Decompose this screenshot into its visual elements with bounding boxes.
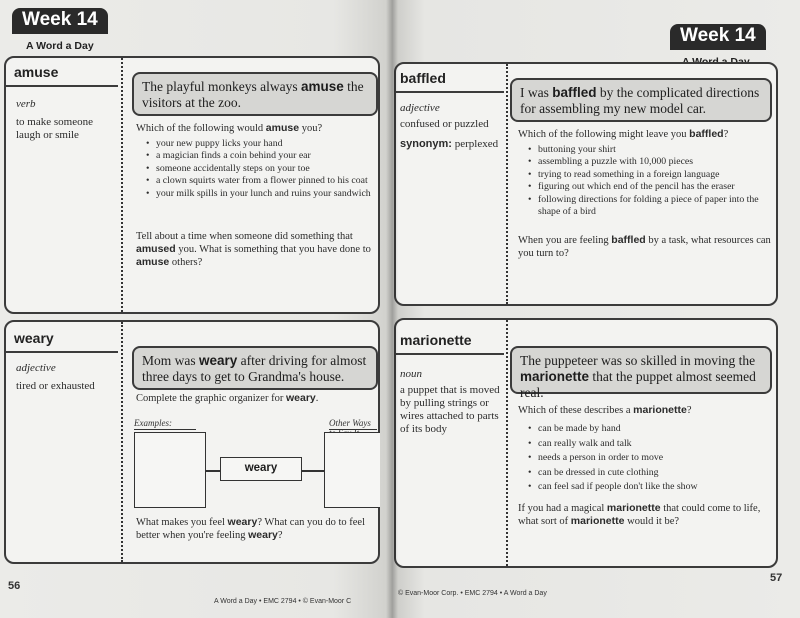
question-text: Which of the following would bbox=[136, 123, 266, 134]
prompt-keyword: marionette bbox=[570, 515, 625, 527]
connector-line bbox=[206, 470, 220, 472]
definition: tired or exhausted bbox=[16, 380, 95, 392]
list-item: • needs a person in order to move bbox=[528, 451, 764, 466]
writing-prompt bbox=[136, 516, 378, 542]
book-gutter bbox=[386, 0, 398, 618]
instruction-text: Complete the graphic organizer for bbox=[136, 393, 286, 404]
list-item: • can be made by hand bbox=[528, 422, 764, 437]
prompt-text: ? bbox=[277, 530, 283, 541]
connector-line bbox=[302, 470, 324, 472]
list-item: • a clown squirts water from a flower pinned to his coat bbox=[146, 175, 378, 187]
list-item: • can really walk and talk bbox=[528, 437, 764, 452]
sentence-text: by the complicated directions for assembling my new model car. bbox=[520, 85, 760, 116]
examples-underline bbox=[134, 429, 196, 430]
word-title: amuse bbox=[14, 64, 59, 80]
word-title: baffled bbox=[400, 70, 446, 86]
prompt-keyword: weary bbox=[248, 529, 278, 541]
page-number: 56 bbox=[8, 580, 21, 592]
example-sentence bbox=[510, 346, 772, 400]
instruction-keyword: weary bbox=[285, 392, 316, 404]
instruction bbox=[136, 392, 376, 405]
part-of-speech: noun bbox=[400, 368, 422, 380]
word-card-marionette bbox=[394, 318, 778, 568]
question bbox=[136, 122, 376, 135]
sentence-text: The puppeteer was so skilled in moving the bbox=[520, 353, 756, 368]
prompt-keyword: baffled bbox=[611, 234, 646, 246]
list-item: • following directions for folding a piece of paper into the shape of a bird bbox=[528, 194, 764, 219]
synonym-value: perplexed bbox=[451, 138, 499, 150]
prompt-text: others? bbox=[169, 257, 203, 268]
part-of-speech: adjective bbox=[16, 362, 56, 374]
question-text: you? bbox=[299, 123, 323, 134]
word-title: weary bbox=[14, 330, 54, 346]
example-sentence bbox=[510, 78, 772, 122]
list-item: • someone accidentally steps on your toe bbox=[146, 163, 378, 175]
other-ways-label: Other Ways bbox=[329, 418, 371, 428]
prompt-text: you. What is something that you have done to bbox=[175, 244, 371, 255]
synonym bbox=[400, 138, 504, 151]
question-keyword: marionette bbox=[633, 404, 687, 416]
center-word-box: weary bbox=[220, 457, 302, 481]
list-item: • figuring out which end of the pencil has the eraser bbox=[528, 181, 764, 193]
other-ways-underline bbox=[329, 429, 377, 430]
title-underline bbox=[6, 85, 118, 87]
list-item: • your new puppy licks your hand bbox=[146, 138, 378, 150]
writing-prompt bbox=[136, 230, 378, 269]
word-card-baffled bbox=[394, 62, 778, 306]
sentence-text: The playful monkeys always bbox=[142, 79, 301, 94]
option-list bbox=[146, 138, 378, 200]
week-subtitle: A Word a Day bbox=[26, 40, 94, 52]
list-item: • trying to read something in a foreign language bbox=[528, 169, 764, 181]
option-list bbox=[528, 144, 764, 218]
prompt-text: would it be? bbox=[624, 516, 680, 527]
prompt-keyword: amused bbox=[136, 243, 176, 255]
prompt-text: that could come to life, what sort of bbox=[518, 503, 761, 527]
left-page bbox=[0, 0, 392, 618]
sentence-text: Mom was bbox=[142, 353, 199, 368]
list-item: • a magician finds a coin behind your ear bbox=[146, 150, 378, 162]
prompt-keyword: amuse bbox=[136, 256, 170, 268]
title-underline bbox=[396, 353, 504, 355]
right-page bbox=[392, 0, 800, 618]
question-keyword: amuse bbox=[265, 122, 300, 134]
sentence-text: the visitors at the zoo. bbox=[142, 79, 364, 110]
question-text: Which of the following might leave you bbox=[518, 129, 690, 140]
question-text: Which of these describes a bbox=[518, 405, 634, 416]
card-divider bbox=[506, 64, 508, 304]
prompt-text: If you had a magical bbox=[518, 503, 607, 514]
part-of-speech: adjective bbox=[400, 102, 440, 114]
sentence-text: I was bbox=[520, 85, 553, 100]
word-title: marionette bbox=[400, 332, 472, 348]
prompt-text: Tell about a time when someone did something that bbox=[136, 231, 353, 242]
word-card-weary bbox=[4, 320, 380, 564]
synonym-label: synonym: bbox=[400, 138, 452, 150]
example-sentence bbox=[132, 346, 378, 390]
option-list bbox=[528, 422, 764, 495]
list-item: • buttoning your shirt bbox=[528, 144, 764, 156]
question-text: ? bbox=[723, 129, 729, 140]
definition: confused or puzzled bbox=[400, 118, 489, 130]
sentence-keyword: marionette bbox=[520, 369, 590, 384]
sentence-text: after driving for almost three days to get to Grandma's house. bbox=[142, 353, 367, 384]
sentence-keyword: amuse bbox=[300, 79, 344, 94]
prompt-text: When you are feeling bbox=[518, 235, 612, 246]
word-card-amuse bbox=[4, 56, 380, 314]
prompt-text: ? What can you do to feel better when you're feeling bbox=[136, 517, 366, 541]
writing-prompt bbox=[518, 234, 772, 260]
prompt-keyword: marionette bbox=[606, 502, 661, 514]
question bbox=[518, 128, 774, 141]
question-text: ? bbox=[686, 405, 692, 416]
definition: to make someone laugh or smile bbox=[16, 116, 93, 141]
other-ways-box[interactable] bbox=[324, 432, 380, 508]
prompt-text: What makes you feel bbox=[136, 517, 228, 528]
title-underline bbox=[6, 351, 118, 353]
examples-box[interactable] bbox=[134, 432, 206, 508]
list-item: • your milk spills in your lunch and ruins your sandwich bbox=[146, 188, 378, 200]
list-item: • can be dressed in cute clothing bbox=[528, 466, 764, 481]
card-divider bbox=[121, 322, 123, 562]
instruction-text: . bbox=[315, 393, 319, 404]
part-of-speech: verb bbox=[16, 98, 36, 110]
title-underline bbox=[396, 91, 504, 93]
examples-label: Examples: bbox=[134, 418, 172, 428]
sentence-keyword: baffled bbox=[552, 85, 597, 100]
question-keyword: baffled bbox=[689, 128, 724, 140]
page-footer: © Evan-Moor Corp. • EMC 2794 • A Word a Day bbox=[398, 590, 547, 597]
card-divider bbox=[506, 320, 508, 566]
sentence-keyword: weary bbox=[199, 353, 238, 368]
sentence-text: that the puppet almost seemed real. bbox=[520, 369, 756, 400]
example-sentence bbox=[132, 72, 378, 116]
list-item: • assembling a puzzle with 10,000 pieces bbox=[528, 156, 764, 168]
list-item: • can feel sad if people don't like the show bbox=[528, 480, 764, 495]
writing-prompt bbox=[518, 502, 772, 528]
prompt-text: by a task, what resources can you turn to? bbox=[518, 235, 771, 259]
page-footer: A Word a Day • EMC 2794 • © Evan-Moor C bbox=[214, 598, 352, 605]
definition: a puppet that is moved by pulling strings or wires attached to parts of its body bbox=[400, 384, 500, 435]
page-number: 57 bbox=[770, 572, 783, 584]
prompt-keyword: weary bbox=[227, 516, 258, 528]
card-divider bbox=[121, 58, 123, 312]
week-label: Week 14 bbox=[670, 24, 766, 50]
question bbox=[518, 404, 774, 417]
week-label: Week 14 bbox=[12, 8, 108, 34]
